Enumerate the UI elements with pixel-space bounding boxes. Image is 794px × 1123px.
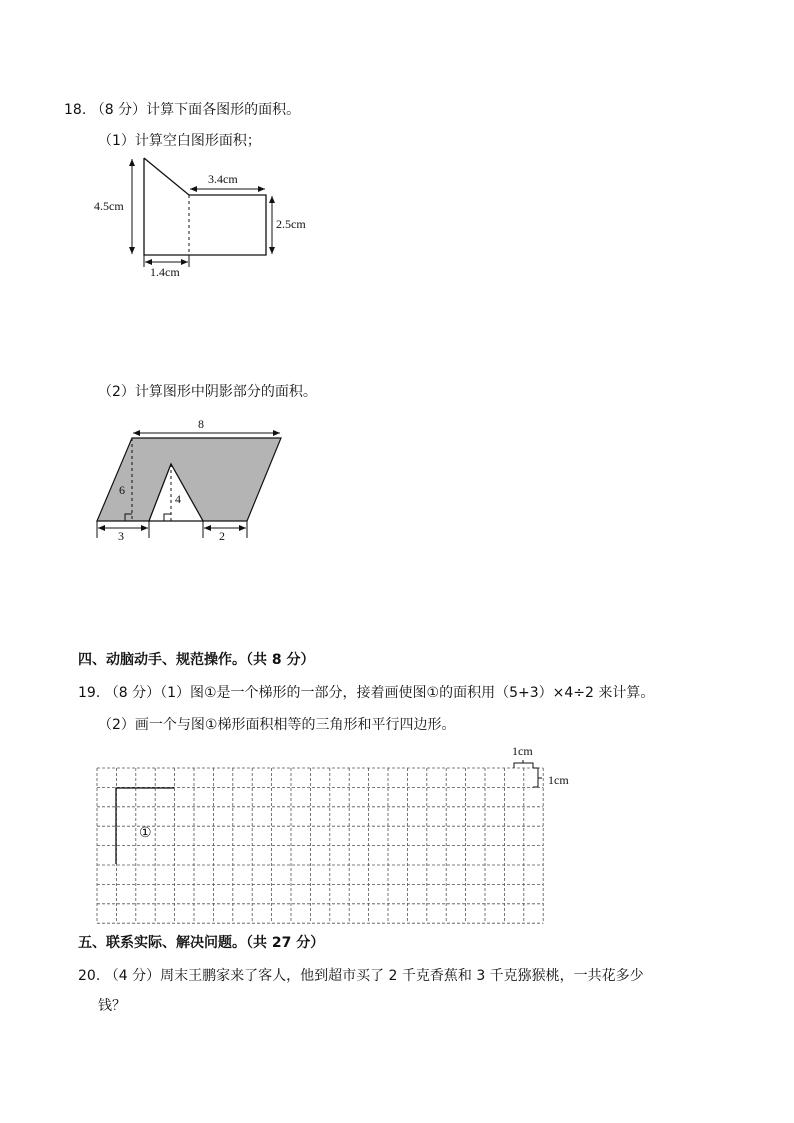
section4-heading: 四、动脑动手、规范操作。（共 8 分） [78, 652, 315, 668]
label-8: 8 [198, 417, 204, 431]
q18-title: 18. （8 分）计算下面各图形的面积。 [64, 102, 301, 118]
q19-line1: 19. （8 分）（1）图①是一个梯形的一部分，接着画使图①的面积用（5+3）×4÷2 来计算。 [78, 685, 655, 701]
section5-heading: 五、联系实际、解决问题。（共 27 分） [78, 935, 325, 951]
label-6: 6 [119, 483, 125, 497]
q20-line2: 钱？ [98, 998, 126, 1014]
figure-composite-shape [92, 155, 318, 283]
label-1-4cm: 1.4cm [150, 265, 180, 279]
label-3-4cm: 3.4cm [208, 172, 238, 186]
label-1cm-top: 1cm [512, 744, 533, 758]
q18-part2: （2）计算图形中阴影部分的面积。 [98, 384, 317, 400]
label-1cm-right: 1cm [548, 773, 569, 787]
shape-label: ① [139, 826, 152, 841]
label-2-5cm: 2.5cm [276, 217, 306, 231]
label-4: 4 [175, 492, 181, 506]
q18-part1: （1）计算空白图形面积； [98, 133, 261, 149]
drawing-grid [92, 738, 584, 926]
label-3: 3 [118, 529, 124, 543]
label-2: 2 [219, 529, 225, 543]
q19-line2: （2）画一个与图①梯形面积相等的三角形和平行四边形。 [98, 717, 456, 733]
label-4-5cm: 4.5cm [94, 199, 124, 213]
q20-line1: 20. （4 分）周末王鹏家来了客人，他到超市买了 2 千克香蕉和 3 千克猕猴桃，一共花多少 [78, 968, 644, 984]
figure-shaded-parallelogram [92, 413, 287, 543]
